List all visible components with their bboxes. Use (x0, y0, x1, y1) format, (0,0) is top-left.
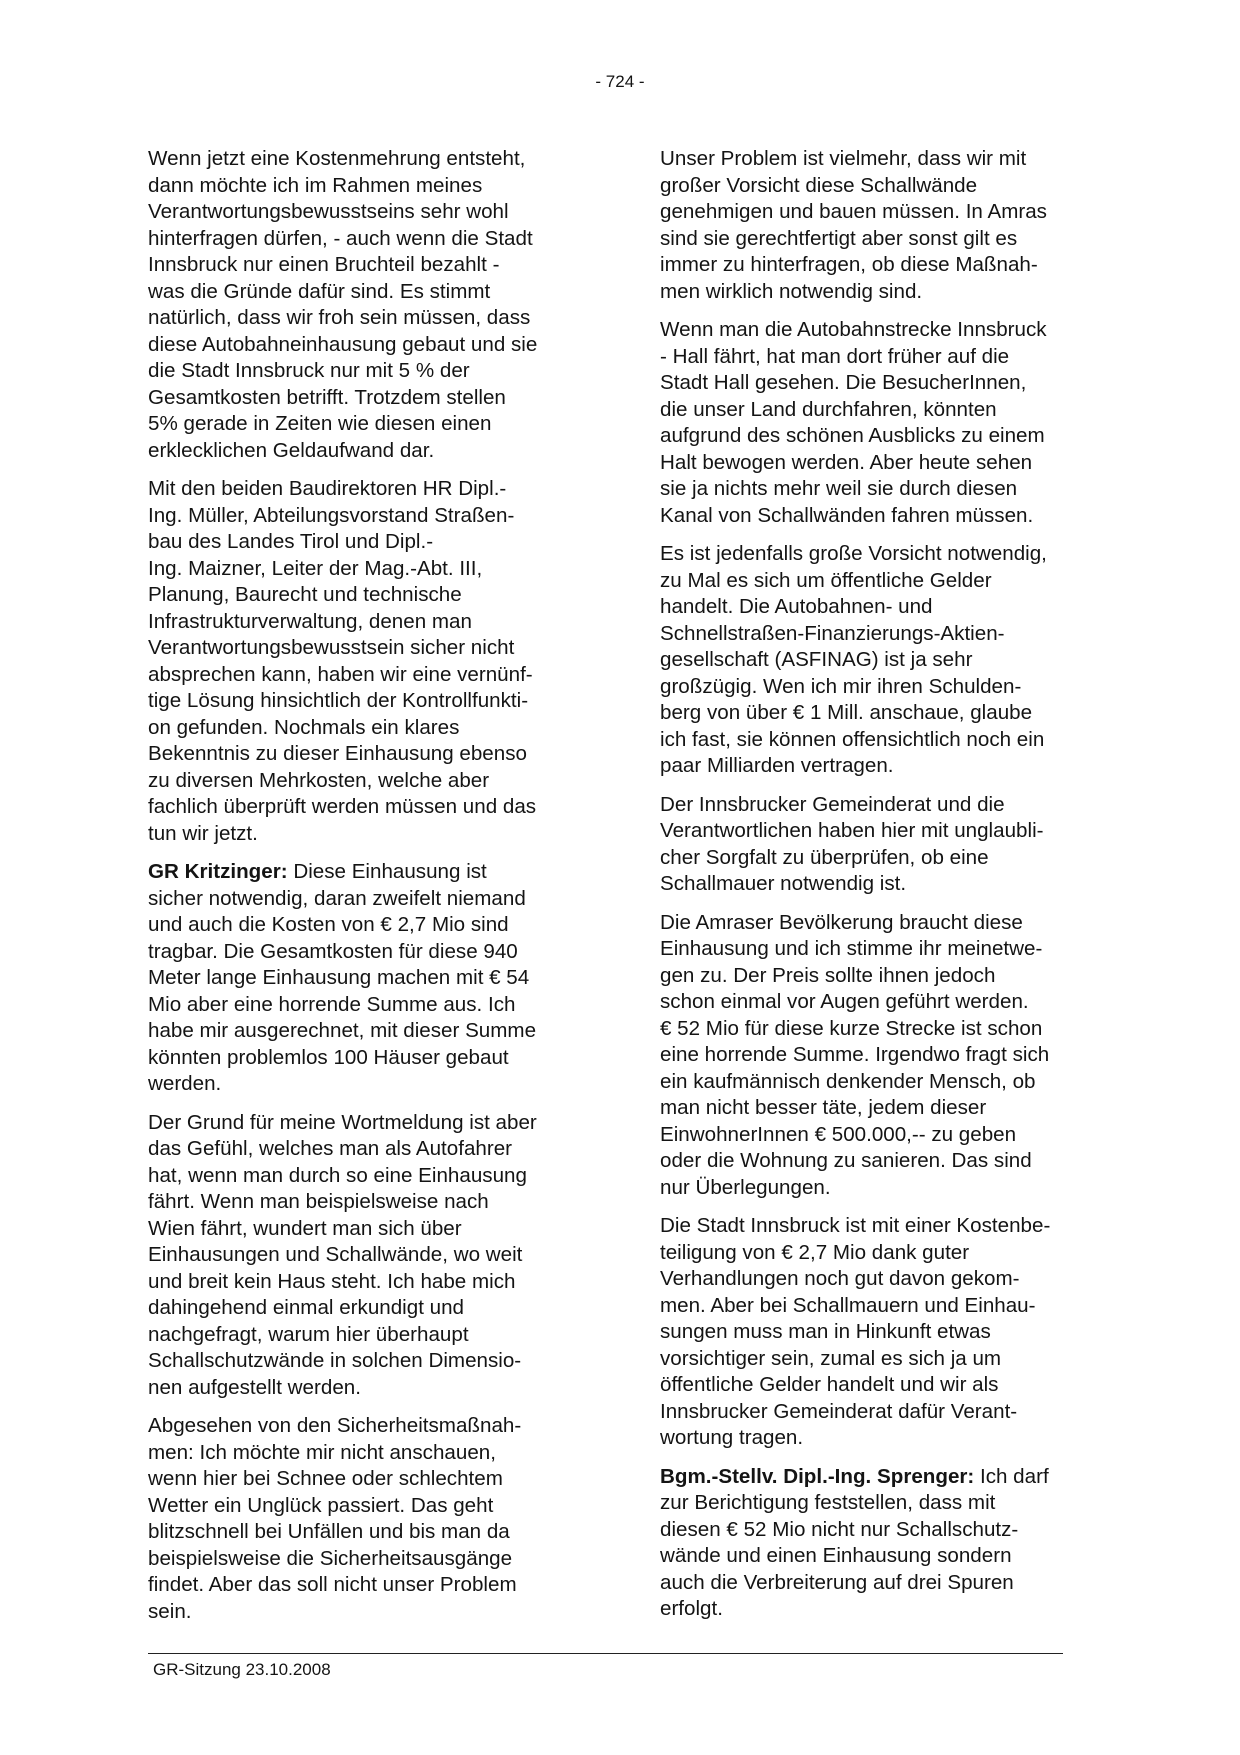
paragraph-line: absprechen kann, haben wir eine vernünf- (148, 662, 533, 686)
paragraph-line: - Hall fährt, hat man dort früher auf die (660, 344, 1010, 368)
paragraph (148, 1110, 603, 1402)
paragraph-line: Innsbruck nur einen Bruchteil bezahlt - (148, 253, 500, 276)
footer-divider (148, 1653, 1063, 1654)
paragraph-line: zu Mal es sich um öffentliche Gelder (660, 568, 992, 592)
paragraph-line: auch die Verbreiterung auf drei Spuren (660, 1570, 1014, 1594)
paragraph-line: teiligung von € 2,7 Mio dank guter (660, 1240, 970, 1264)
paragraph-line: Der Innsbrucker Gemeinderat und die (660, 792, 1005, 816)
paragraph-line: Abgesehen von den Sicherheitsmaßnah- (148, 1414, 522, 1437)
paragraph-line: diesen € 52 Mio nicht nur Schallschutz- (660, 1517, 1019, 1541)
paragraph-line: aufgrund des schönen Ausblicks zu einem (660, 424, 1045, 447)
paragraph-line: vorsichtiger sein, zumal es sich ja um (660, 1346, 1002, 1370)
speaker-name: Bgm.-Stellv. Dipl.-Ing. Sprenger: (660, 1464, 975, 1488)
paragraph (660, 792, 1115, 898)
paragraph-line: nur Überlegungen. (660, 1175, 831, 1199)
paragraph (148, 476, 603, 847)
paragraph-line: Infrastrukturverwaltung, denen man (148, 609, 472, 633)
paragraph-line: erfolgt. (660, 1597, 723, 1620)
paragraph-line: sie ja nichts mehr weil sie durch diesen (660, 477, 1018, 500)
paragraph-line: Wenn man die Autobahnstrecke Innsbruck (660, 318, 1047, 341)
paragraph-line: men wirklich notwendig sind. (660, 279, 923, 303)
speaker-paragraph (148, 859, 603, 1098)
paragraph-line: nachgefragt, warum hier überhaupt (148, 1322, 469, 1346)
paragraph-line: und auch die Kosten von € 2,7 Mio sind (148, 913, 509, 936)
paragraph-line: werden. (148, 1072, 222, 1095)
paragraph-line: eine horrende Summe. Irgendwo fragt sich (660, 1043, 1050, 1066)
paragraph-line: ich fast, sie können offensichtlich noch ein (660, 727, 1045, 751)
paragraph-line: Schallschutzwände in solchen Dimensio- (148, 1349, 522, 1372)
paragraph-line: berg von über € 1 Mill. anschaue, glaube (660, 701, 1033, 724)
speaker-paragraph (660, 1464, 1115, 1623)
paragraph-line: men. Aber bei Schallmauern und Einhau- (660, 1293, 1036, 1317)
paragraph (660, 317, 1115, 529)
paragraph-line: dann möchte ich im Rahmen meines (148, 173, 483, 197)
paragraph-line: sicher notwendig, daran zweifelt niemand (148, 886, 526, 910)
paragraph (660, 146, 1115, 305)
left-column (148, 146, 603, 1637)
paragraph-line: Schnellstraßen-Finanzierungs-Aktien- (660, 621, 1005, 645)
paragraph-line: Einhausung und ich stimme ihr meinetwe- (660, 937, 1043, 960)
paragraph-line: gesellschaft (ASFINAG) ist ja sehr (660, 648, 973, 671)
paragraph-line: Innsbrucker Gemeinderat dafür Verant- (660, 1399, 1018, 1423)
paragraph-line: sein. (148, 1599, 192, 1623)
paragraph-line: immer zu hinterfragen, ob diese Maßnah- (660, 253, 1038, 276)
paragraph-line: Meter lange Einhausung machen mit € 54 (148, 966, 530, 989)
paragraph-line: Wenn jetzt eine Kostenmehrung entsteht, (148, 147, 526, 170)
paragraph-line: Mit den beiden Baudirektoren HR Dipl.- (148, 477, 507, 500)
paragraph-line: schon einmal vor Augen geführt werden. (660, 990, 1029, 1013)
paragraph-line: Ing. Müller, Abteilungsvorstand Straßen- (148, 503, 515, 527)
paragraph (660, 1213, 1115, 1452)
paragraph-line: Mio aber eine horrende Summe aus. Ich (148, 992, 516, 1016)
paragraph-line: Ing. Maizner, Leiter der Mag.-Abt. III, (148, 556, 483, 580)
paragraph-line: Verantwortungsbewusstseins sehr wohl (148, 200, 509, 223)
paragraph-line: blitzschnell bei Unfällen und bis man da (148, 1520, 510, 1543)
speaker-line-rest: Ich darf (974, 1464, 1049, 1488)
paragraph-line: fachlich überprüft werden müssen und das (148, 795, 537, 818)
paragraph-line: die unser Land durchfahren, könnten (660, 397, 997, 421)
paragraph-line: die Stadt Innsbruck nur mit 5 % der (148, 359, 470, 382)
paragraph-line: tragbar. Die Gesamtkosten für diese 940 (148, 939, 518, 963)
paragraph-line: könnten problemlos 100 Häuser gebaut (148, 1045, 509, 1069)
paragraph-line: Schallmauer notwendig ist. (660, 872, 907, 895)
paragraph-line: habe mir ausgerechnet, mit dieser Summe (148, 1019, 537, 1042)
paragraph-line: Die Stadt Innsbruck ist mit einer Kostenbe- (660, 1214, 1051, 1237)
speaker-name: GR Kritzinger: (148, 860, 288, 883)
paragraph-line: diese Autobahneinhausung gebaut und sie (148, 332, 538, 356)
paragraph-line: Planung, Baurecht und technische (148, 583, 462, 606)
paragraph-line: großer Vorsicht diese Schallwände (660, 173, 978, 197)
paragraph-line: hinterfragen dürfen, - auch wenn die Stadt (148, 226, 533, 250)
paragraph-line: tun wir jetzt. (148, 821, 258, 845)
paragraph-line: paar Milliarden vertragen. (660, 754, 894, 777)
paragraph (660, 541, 1115, 780)
paragraph (660, 910, 1115, 1202)
paragraph-line: öffentliche Gelder handelt und wir als (660, 1373, 999, 1396)
paragraph-line: € 52 Mio für diese kurze Strecke ist schon (660, 1016, 1043, 1040)
paragraph-line: Kanal von Schallwänden fahren müssen. (660, 503, 1034, 527)
paragraph-line: zur Berichtigung feststellen, dass mit (660, 1491, 996, 1514)
paragraph-line: cher Sorgfalt zu überprüfen, ob eine (660, 845, 989, 869)
paragraph-line: wände und einen Einhausung sondern (660, 1544, 1012, 1567)
paragraph-line: Stadt Hall gesehen. Die BesucherInnen, (660, 371, 1027, 394)
paragraph-line: men: Ich möchte mir nicht anschauen, (148, 1440, 496, 1464)
paragraph-line: erklecklichen Geldaufwand dar. (148, 438, 435, 462)
paragraph-line: Die Amraser Bevölkerung braucht diese (660, 910, 1023, 934)
paragraph-line (660, 1464, 1115, 1491)
paragraph-line: sind sie gerechtfertigt aber sonst gilt es (660, 226, 1018, 250)
paragraph-line: natürlich, dass wir froh sein müssen, dass (148, 306, 531, 329)
paragraph-line: 5% gerade in Zeiten wie diesen einen (148, 412, 492, 435)
paragraph-line: tige Lösung hinsichtlich der Kontrollfunkti- (148, 689, 529, 712)
paragraph-line: wenn hier bei Schnee oder schlechtem (148, 1467, 503, 1490)
paragraph-line: genehmigen und bauen müssen. In Amras (660, 200, 1047, 223)
paragraph-line: fährt. Wenn man beispielsweise nach (148, 1190, 489, 1213)
paragraph-line: sungen muss man in Hinkunft etwas (660, 1320, 991, 1343)
paragraph-line: Halt bewogen werden. Aber heute sehen (660, 450, 1033, 474)
paragraph-line: beispielsweise die Sicherheitsausgänge (148, 1546, 513, 1570)
paragraph-line: nen aufgestellt werden. (148, 1375, 361, 1399)
paragraph-line: Verhandlungen noch gut davon gekom- (660, 1267, 1020, 1290)
paragraph-line: Verantwortungsbewusstsein sicher nicht (148, 636, 515, 659)
paragraph-line: Es ist jedenfalls große Vorsicht notwendig, (660, 542, 1047, 565)
paragraph-line: Der Grund für meine Wortmeldung ist aber (148, 1110, 537, 1134)
paragraph-line: Unser Problem ist vielmehr, dass wir mit (660, 147, 1027, 170)
paragraph-line: dahingehend einmal erkundigt und (148, 1296, 465, 1319)
paragraph (148, 146, 603, 464)
paragraph-line: zu diversen Mehrkosten, welche aber (148, 768, 490, 792)
footer-session-date: GR-Sitzung 23.10.2008 (153, 1660, 331, 1679)
paragraph-line: das Gefühl, welches man als Autofahrer (148, 1137, 513, 1160)
paragraph-line: Verantwortlichen haben hier mit unglaubli- (660, 819, 1044, 842)
paragraph-line: oder die Wohnung zu sanieren. Das sind (660, 1149, 1032, 1172)
paragraph-line: man nicht besser täte, jedem dieser (660, 1096, 987, 1119)
paragraph-line: on gefunden. Nochmals ein klares (148, 715, 460, 739)
paragraph-line: EinwohnerInnen € 500.000,-- zu geben (660, 1122, 1017, 1146)
paragraph-line: Einhausungen und Schallwände, wo weit (148, 1243, 523, 1266)
paragraph (148, 1413, 603, 1625)
paragraph-line: wortung tragen. (660, 1426, 804, 1449)
paragraph-line: gen zu. Der Preis sollte ihnen jedoch (660, 963, 996, 987)
speaker-line-rest: Diese Einhausung ist (287, 860, 487, 883)
paragraph-line: findet. Aber das soll nicht unser Problem (148, 1573, 517, 1596)
paragraph-line: Wien fährt, wundert man sich über (148, 1216, 462, 1240)
paragraph-line: Wetter ein Unglück passiert. Das geht (148, 1493, 494, 1517)
paragraph-line (148, 859, 603, 886)
paragraph-line: bau des Landes Tirol und Dipl.- (148, 530, 434, 553)
paragraph-line: und breit kein Haus steht. Ich habe mich (148, 1269, 516, 1293)
paragraph-line: handelt. Die Autobahnen- und (660, 595, 933, 618)
paragraph-line: großzügig. Wen ich mir ihren Schulden- (660, 674, 1022, 698)
paragraph-line: was die Gründe dafür sind. Es stimmt (148, 279, 491, 303)
page-number: - 724 - (595, 72, 645, 91)
paragraph-line: hat, wenn man durch so eine Einhausung (148, 1163, 527, 1187)
paragraph-line: ein kaufmännisch denkender Mensch, ob (660, 1069, 1036, 1093)
paragraph-line: Bekenntnis zu dieser Einhausung ebenso (148, 742, 527, 765)
paragraph-line: Gesamtkosten betrifft. Trotzdem stellen (148, 385, 506, 409)
right-column (660, 146, 1115, 1635)
